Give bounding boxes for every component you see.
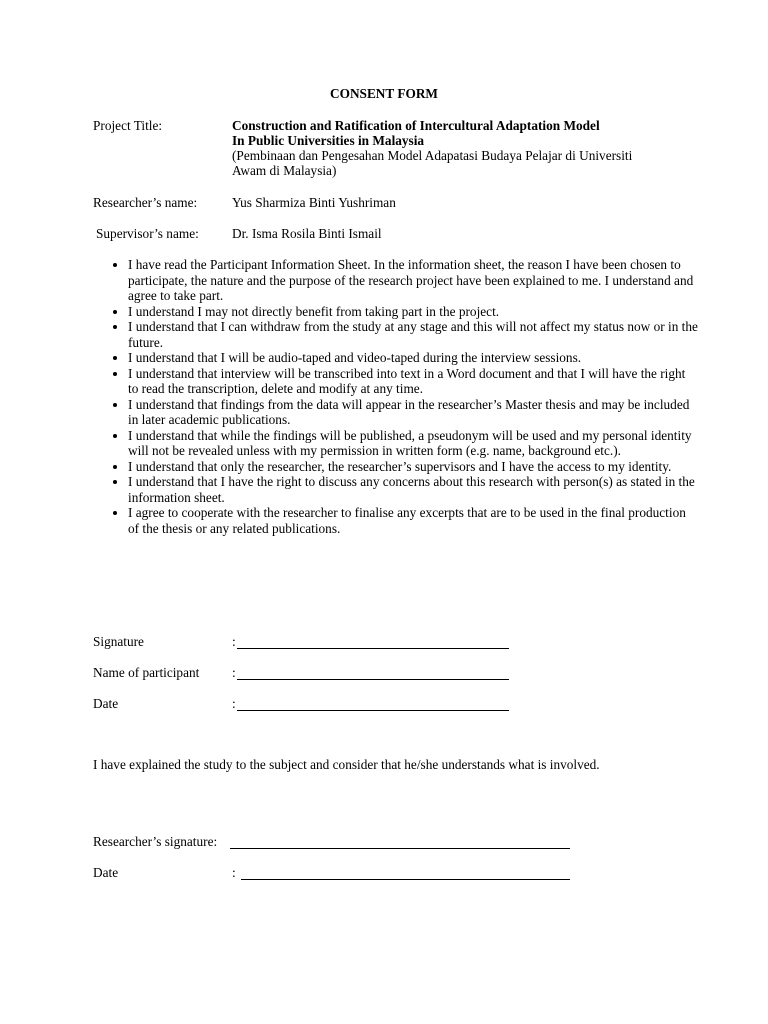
- participant-name-line[interactable]: [237, 679, 509, 680]
- colon: :: [232, 696, 236, 711]
- researcher-name-label: Researcher’s name:: [93, 195, 198, 210]
- consent-item: • I understand that I have the right to discuss any concerns about this research with person(s) as stated in the information sheet.: [128, 474, 698, 505]
- researcher-date-line[interactable]: [241, 879, 570, 880]
- project-title-label: Project Title:: [93, 118, 163, 133]
- consent-statements-list: [110, 257, 698, 536]
- project-subtitle-line2: Awam di Malaysia): [232, 163, 337, 178]
- participant-date-line[interactable]: [237, 710, 509, 711]
- colon: :: [232, 634, 236, 649]
- participant-signature-line[interactable]: [237, 648, 509, 649]
- researcher-name-value: Yus Sharmiza Binti Yushriman: [232, 195, 396, 210]
- participant-name-label: Name of participant: [93, 665, 200, 680]
- consent-item: • I understand that while the findings will be published, a pseudonym will be used and my personal identity will not be revealed unless with my permission in written form (e.g. name, background etc.).: [128, 428, 698, 459]
- consent-item: • I understand that I can withdraw from the study at any stage and this will not affect my status now or in the future.: [128, 319, 698, 350]
- supervisor-name-value: Dr. Isma Rosila Binti Ismail: [232, 226, 382, 241]
- supervisor-name-label: Supervisor’s name:: [96, 226, 199, 241]
- consent-item: • I understand that findings from the data will appear in the researcher’s Master thesis and may be included in later academic publications.: [128, 397, 698, 428]
- consent-item: • I understand that I will be audio-taped and video-taped during the interview sessions.: [128, 350, 698, 366]
- project-subtitle-line1: (Pembinaan dan Pengesahan Model Adapatasi Budaya Pelajar di Universiti: [232, 148, 633, 163]
- consent-item: • I understand that only the researcher, the researcher’s supervisors and I have the access to my identity.: [128, 459, 698, 475]
- researcher-signature-label: Researcher’s signature:: [93, 834, 218, 849]
- participant-date-label: Date: [93, 696, 119, 711]
- researcher-statement: I have explained the study to the subject and consider that he/she understands what is involved.: [93, 757, 600, 772]
- consent-item: • I agree to cooperate with the researcher to finalise any excerpts that are to be used in the final production of the thesis or any related publications.: [128, 505, 698, 536]
- page-title: CONSENT FORM: [330, 86, 438, 101]
- project-title-line2: In Public Universities in Malaysia: [232, 133, 425, 148]
- consent-item: • I have read the Participant Information Sheet. In the information sheet, the reason I have been chosen to participate, the nature and the purpose of the research project have been explained to me. I understand and agree to take part.: [128, 257, 698, 304]
- participant-signature-label: Signature: [93, 634, 144, 649]
- consent-item: • I understand I may not directly benefit from taking part in the project.: [128, 304, 698, 320]
- consent-item: • I understand that interview will be transcribed into text in a Word document and that I will have the right to read the transcription, delete and modify at any time.: [128, 366, 698, 397]
- colon: :: [232, 865, 236, 880]
- colon: :: [232, 665, 236, 680]
- researcher-signature-line[interactable]: [230, 848, 570, 849]
- project-title-line1: Construction and Ratification of Intercultural Adaptation Model: [232, 118, 600, 133]
- researcher-date-label: Date: [93, 865, 119, 880]
